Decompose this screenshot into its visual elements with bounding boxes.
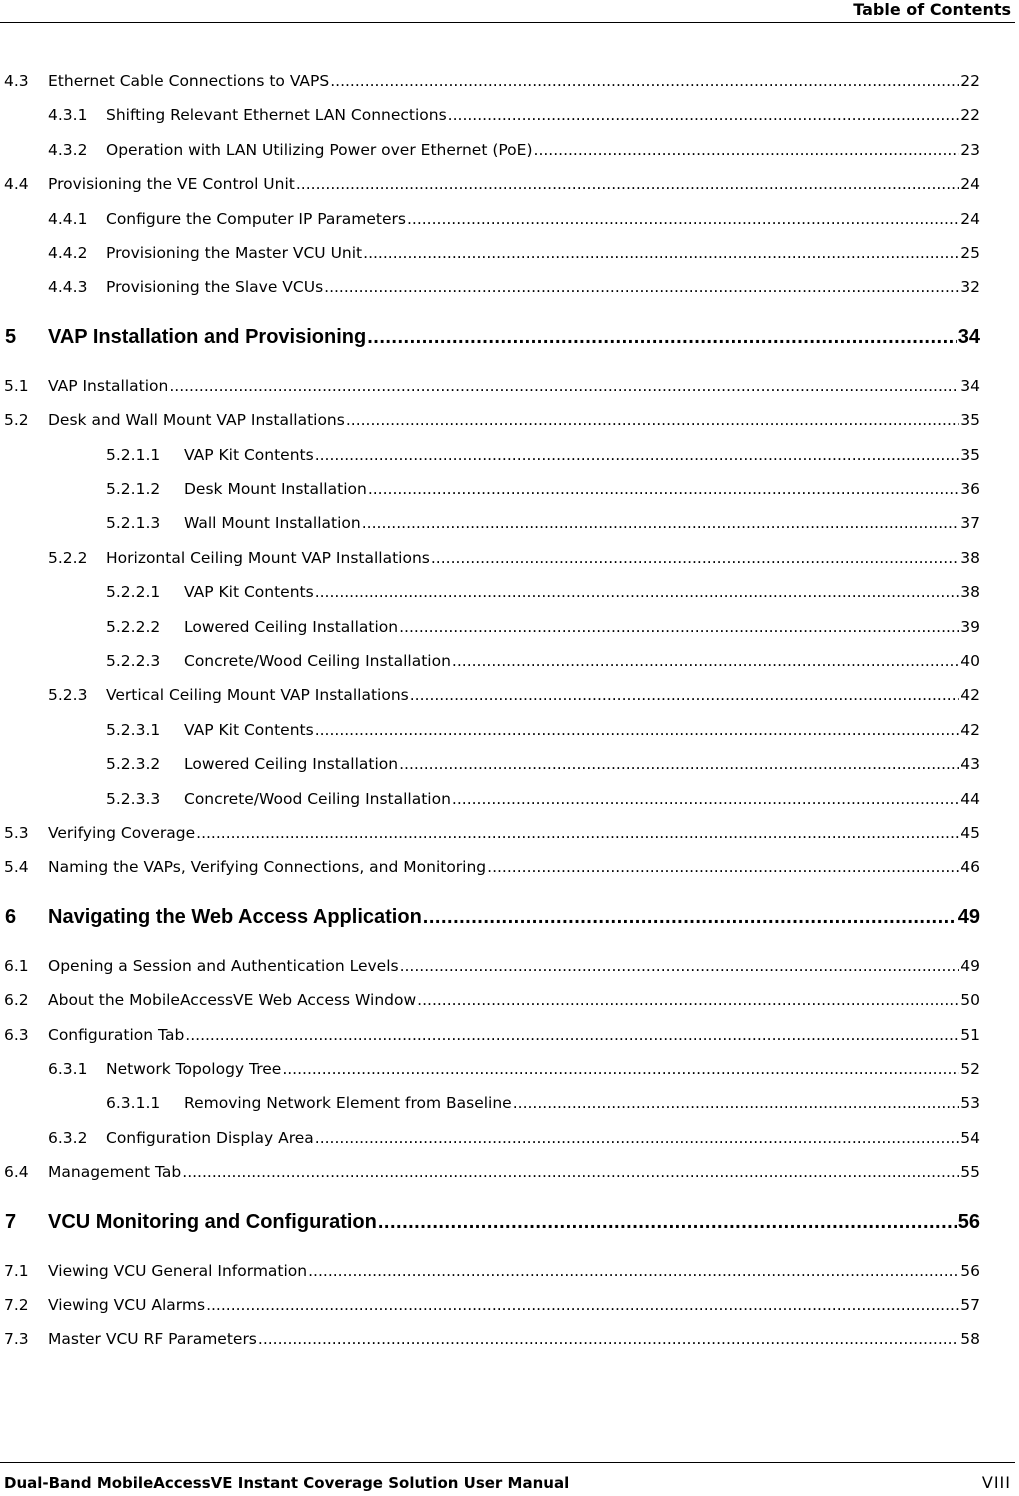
toc-entry-number: 5.2.3.2 (106, 755, 161, 774)
toc-entry-number: 5.1 (4, 376, 29, 395)
toc-entry-line (184, 650, 980, 672)
toc-entry-title: Configure the Computer IP Parameters (106, 209, 406, 228)
toc-entry-number: 7.1 (4, 1261, 29, 1280)
toc-dot-leader (330, 70, 959, 92)
toc-entry-title: Configuration Tab (48, 1025, 185, 1044)
toc-entry-number: 5.2.3.1 (106, 720, 161, 739)
toc-entry-number: 7.3 (4, 1330, 29, 1349)
toc-entry-page: 22 (960, 72, 980, 90)
toc-entry-number: 4.4.2 (48, 244, 88, 262)
toc-entry-number: 5.2 (4, 411, 29, 430)
toc-entry-page: 38 (960, 583, 980, 602)
toc-entry-page: 34 (957, 325, 980, 348)
toc-dot-leader (407, 208, 959, 230)
toc-entry-line (48, 904, 980, 930)
toc-entry-title: Lowered Ceiling Installation (184, 755, 399, 774)
toc-entry-title: Removing Network Element from Baseline (184, 1094, 512, 1113)
toc-entry-page: 43 (960, 755, 980, 774)
toc-dot-leader (308, 1260, 959, 1282)
toc-dot-leader (452, 788, 959, 810)
toc-entry[interactable] (0, 375, 1019, 397)
toc-entry-page: 24 (960, 175, 980, 194)
toc-entry[interactable] (0, 139, 1019, 161)
toc-entry-page: 35 (960, 411, 980, 430)
toc-entry-line (48, 1260, 980, 1282)
toc-entry-title: Naming the VAPs, Verifying Connections, and Monitoring (48, 858, 487, 877)
toc-entry-page: 56 (957, 1210, 980, 1233)
toc-entry-number: 6 (5, 905, 17, 928)
toc-entry-number: 5.2.1.2 (106, 480, 161, 498)
toc-entry[interactable] (0, 1294, 1019, 1316)
toc-entry-line (48, 1024, 980, 1046)
toc-dot-leader (258, 1328, 959, 1350)
toc-entry-line (106, 1058, 980, 1080)
toc-entry-page: 58 (960, 1330, 980, 1349)
toc-entry-line (48, 1209, 980, 1235)
toc-entry-title: VAP Installation and Provisioning (48, 325, 367, 348)
toc-dot-leader (185, 1024, 959, 1046)
toc-entry-number: 6.3.1 (48, 1060, 88, 1078)
toc-entry[interactable] (0, 1024, 1019, 1046)
toc-entry[interactable] (0, 276, 1019, 298)
toc-entry-line (184, 581, 980, 603)
toc-dot-leader (431, 547, 959, 569)
toc-dot-leader (169, 375, 959, 397)
toc-dot-leader (448, 104, 960, 126)
toc-entry-page: 44 (960, 789, 980, 808)
toc-entry-title: Provisioning the Slave VCUs (106, 278, 324, 297)
toc-entry-title: Viewing VCU Alarms (48, 1296, 206, 1314)
toc-entry-page: 42 (960, 720, 980, 739)
toc-entry[interactable] (0, 822, 1019, 844)
toc-entry-line (106, 139, 980, 161)
toc-entry-title: Desk Mount Installation (184, 480, 367, 498)
toc-dot-leader (423, 904, 957, 930)
toc-entry-line (48, 375, 980, 397)
toc-entry-page: 34 (960, 376, 980, 395)
toc-entry-line (48, 324, 980, 350)
toc-entry[interactable] (0, 512, 1019, 534)
toc-entry-number: 4.4.1 (48, 209, 88, 228)
toc-entry-page: 51 (960, 1025, 980, 1044)
toc-entry-title: VAP Kit Contents (184, 720, 314, 739)
toc-entry-number: 5.2.3.3 (106, 789, 161, 808)
page-footer (0, 1462, 1015, 1496)
toc-entry-number: 7.2 (4, 1296, 29, 1314)
toc-entry-page: 35 (960, 445, 980, 464)
toc-entry-page: 42 (960, 686, 980, 705)
toc-entry[interactable] (0, 208, 1019, 230)
toc-entry-title: Vertical Ceiling Mount VAP Installations (106, 686, 409, 705)
toc-entry-number: 4.4 (4, 175, 29, 194)
toc-entry[interactable] (0, 173, 1019, 195)
toc-entry-title: Management Tab (48, 1163, 182, 1182)
footer-page-number: VIII (981, 1473, 1011, 1492)
toc-entry-page: 36 (960, 480, 980, 498)
toc-entry[interactable] (0, 324, 1019, 350)
toc-entry[interactable] (0, 478, 1019, 500)
toc-dot-leader (362, 512, 960, 534)
toc-dot-leader (452, 650, 959, 672)
toc-entry-line (48, 822, 980, 844)
toc-entry-title: Provisioning the Master VCU Unit (106, 244, 363, 262)
toc-dot-leader (513, 1092, 960, 1114)
toc-entry[interactable] (0, 242, 1019, 264)
toc-entry-number: 4.3 (4, 72, 29, 90)
toc-dot-leader (315, 444, 960, 466)
toc-entry-number: 4.4.3 (48, 278, 88, 297)
toc-entry-line (48, 856, 980, 878)
toc-entry-page: 49 (957, 905, 980, 928)
toc-dot-leader (399, 616, 959, 638)
toc-entry-page: 57 (960, 1296, 980, 1314)
toc-entry-number: 6.3.1.1 (106, 1094, 161, 1113)
toc-entry-page: 46 (960, 858, 980, 877)
toc-entry-page: 40 (960, 652, 980, 670)
toc-dot-leader (487, 856, 959, 878)
toc-entry-number: 6.3 (4, 1025, 29, 1044)
toc-entry-title: Ethernet Cable Connections to VAPS (48, 72, 330, 90)
toc-dot-leader (363, 242, 959, 264)
toc-entry-line (48, 173, 980, 195)
toc-dot-leader (368, 478, 959, 500)
toc-entry-number: 6.4 (4, 1163, 29, 1182)
toc-entry-line (106, 1127, 980, 1149)
toc-entry-line (184, 753, 980, 775)
toc-entry-line (48, 409, 980, 431)
toc-entry-number: 5.2.2.3 (106, 652, 161, 670)
toc-entry[interactable] (0, 1092, 1019, 1114)
toc-entry-title: VAP Kit Contents (184, 583, 314, 602)
toc-entry[interactable] (0, 581, 1019, 603)
toc-entry-title: Viewing VCU General Information (48, 1261, 308, 1280)
toc-entry-title: Master VCU RF Parameters (48, 1330, 257, 1349)
toc-entry[interactable] (0, 1209, 1019, 1235)
toc-entry-page: 22 (960, 106, 980, 125)
toc-entry-title: Horizontal Ceiling Mount VAP Installations (106, 548, 430, 567)
toc-dot-leader (400, 955, 960, 977)
toc-entry-number: 5.2.2 (48, 548, 88, 567)
toc-dot-leader (534, 139, 960, 161)
toc-entry-title: Concrete/Wood Ceiling Installation (184, 789, 451, 808)
toc-entry-number: 4.3.2 (48, 140, 88, 159)
toc-entry-number: 5.4 (4, 858, 29, 877)
toc-entry-number: 6.1 (4, 956, 29, 975)
toc-dot-leader (206, 1294, 959, 1316)
toc-entry-page: 39 (960, 617, 980, 636)
toc-entry-title: About the MobileAccessVE Web Access Window (48, 991, 417, 1010)
toc-entry-title: Operation with LAN Utilizing Power over Ethernet (PoE) (106, 140, 533, 159)
toc-dot-leader (296, 173, 959, 195)
toc-entry-number: 5.2.1.1 (106, 445, 161, 464)
toc-entry-page: 50 (960, 991, 980, 1010)
toc-dot-leader (378, 1209, 957, 1235)
toc-entry-page: 53 (960, 1094, 980, 1113)
toc-entry-page: 38 (960, 548, 980, 567)
toc-entry-title: VAP Kit Contents (184, 445, 314, 464)
toc-entry-line (106, 104, 980, 126)
toc-entry[interactable] (0, 70, 1019, 92)
toc-entry[interactable] (0, 989, 1019, 1011)
toc-entry-page: 55 (960, 1163, 980, 1182)
toc-entry-title: VAP Installation (48, 376, 169, 395)
toc-dot-leader (399, 753, 959, 775)
toc-entry[interactable] (0, 1260, 1019, 1282)
toc-entry[interactable] (0, 719, 1019, 741)
toc-entry-number: 5.2.1.3 (106, 514, 161, 533)
toc-entry-page: 49 (960, 956, 980, 975)
toc-entry[interactable] (0, 856, 1019, 878)
toc-dot-leader (315, 1127, 959, 1149)
toc-entry[interactable] (0, 547, 1019, 569)
toc-entry-page: 24 (960, 209, 980, 228)
toc-entry-line (48, 955, 980, 977)
toc-entry-title: Wall Mount Installation (184, 514, 361, 533)
toc-entry-page: 45 (960, 824, 980, 842)
toc-entry-title: Configuration Display Area (106, 1128, 314, 1147)
toc-entry[interactable] (0, 684, 1019, 706)
toc-dot-leader (417, 989, 959, 1011)
toc-entry-line (48, 70, 980, 92)
toc-entry-line (106, 276, 980, 298)
toc-entry[interactable] (0, 955, 1019, 977)
toc-dot-leader (182, 1161, 959, 1183)
toc-entry[interactable] (0, 788, 1019, 810)
toc-entry-line (48, 989, 980, 1011)
toc-entry-number: 7 (5, 1210, 17, 1233)
toc-entry-page: 25 (960, 244, 980, 262)
toc-entry[interactable] (0, 444, 1019, 466)
toc-entry-page: 54 (960, 1128, 980, 1147)
toc-entry-title: Opening a Session and Authentication Levels (48, 956, 399, 975)
toc-entry-page: 37 (960, 514, 980, 533)
toc-dot-leader (410, 684, 960, 706)
toc-entry-line (106, 684, 980, 706)
toc-entry-title: VCU Monitoring and Configuration (48, 1210, 377, 1233)
toc-entry-line (48, 1294, 980, 1316)
toc-entry-number: 5.2.2.1 (106, 583, 161, 602)
toc-entry-line (106, 242, 980, 264)
toc-entry[interactable] (0, 753, 1019, 775)
toc-entry[interactable] (0, 616, 1019, 638)
toc-entry-number: 6.3.2 (48, 1128, 88, 1147)
toc-entry[interactable] (0, 650, 1019, 672)
toc-entry-number: 5.2.3 (48, 686, 88, 705)
toc-entry-title: Provisioning the VE Control Unit (48, 175, 295, 194)
toc-entry-line (184, 512, 980, 534)
toc-entry-page: 23 (960, 140, 980, 159)
toc-dot-leader (324, 276, 959, 298)
toc-entry-number: 4.3.1 (48, 106, 88, 125)
toc-entry-line (106, 208, 980, 230)
toc-entry-line (184, 788, 980, 810)
toc-entry-title: Shifting Relevant Ethernet LAN Connections (106, 106, 447, 125)
toc-entry-number: 6.2 (4, 991, 29, 1010)
toc-entry-line (184, 1092, 980, 1114)
toc-dot-leader (282, 1058, 959, 1080)
toc-entry-page: 32 (960, 278, 980, 297)
toc-dot-leader (367, 324, 957, 350)
toc-entry[interactable] (0, 1058, 1019, 1080)
toc-entry-line (184, 719, 980, 741)
toc-entry[interactable] (0, 1161, 1019, 1183)
toc-entry-title: Concrete/Wood Ceiling Installation (184, 652, 451, 670)
toc-entry[interactable] (0, 1127, 1019, 1149)
toc-entry[interactable] (0, 104, 1019, 126)
toc-entry-title: Verifying Coverage (48, 824, 196, 842)
toc-entry[interactable] (0, 1328, 1019, 1350)
header-title: Table of Contents (853, 0, 1011, 19)
toc-entry-number: 5 (5, 325, 17, 348)
toc-entry-line (184, 444, 980, 466)
toc-entry-title: Navigating the Web Access Application (48, 905, 422, 928)
toc-entry-number: 5.2.2.2 (106, 617, 161, 636)
toc-entry-number: 5.3 (4, 824, 29, 842)
toc-entry-title: Lowered Ceiling Installation (184, 617, 399, 636)
toc-entry-line (184, 478, 980, 500)
toc-dot-leader (196, 822, 959, 844)
toc-entry-title: Desk and Wall Mount VAP Installations (48, 411, 345, 430)
footer-document-title: Dual-Band MobileAccessVE Instant Coverage Solution User Manual (4, 1474, 570, 1492)
toc-entry-line (48, 1328, 980, 1350)
toc-entry[interactable] (0, 409, 1019, 431)
toc-entry-line (48, 1161, 980, 1183)
toc-entry[interactable] (0, 904, 1019, 930)
toc-entry-page: 52 (960, 1060, 980, 1078)
toc-entry-page: 56 (960, 1261, 980, 1280)
toc-entry-line (184, 616, 980, 638)
toc-dot-leader (315, 581, 960, 603)
toc-entry-title: Network Topology Tree (106, 1060, 282, 1078)
toc-dot-leader (315, 719, 960, 741)
toc-dot-leader (346, 409, 959, 431)
toc-entry-line (106, 547, 980, 569)
